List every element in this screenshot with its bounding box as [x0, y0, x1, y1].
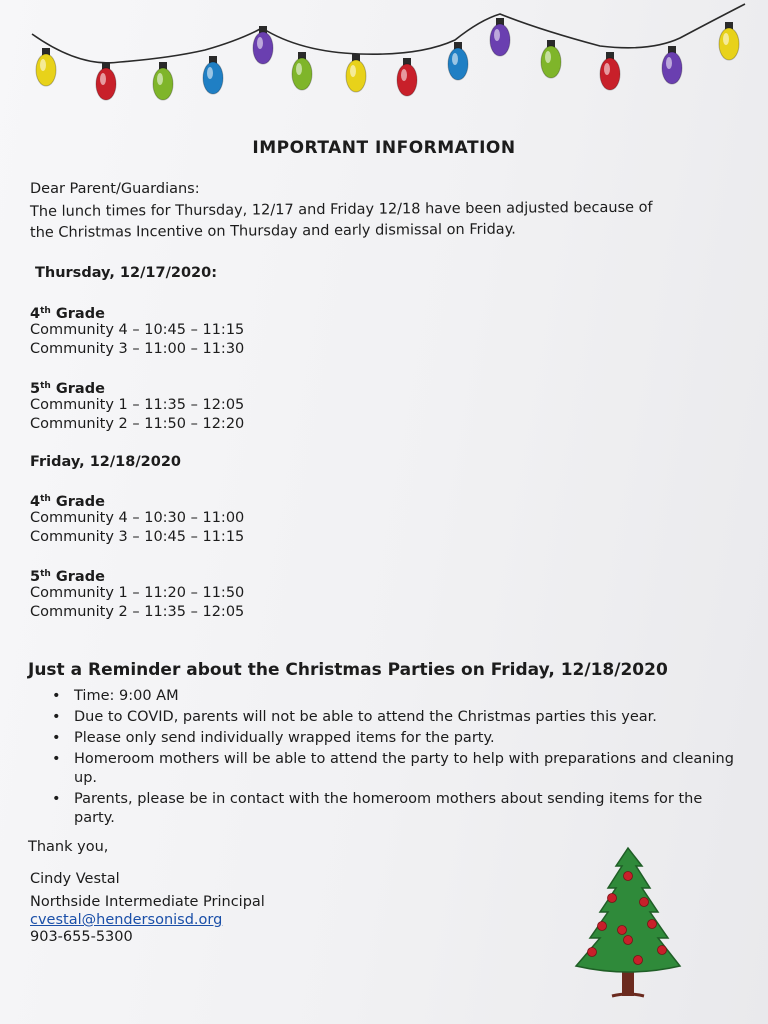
light-bulb-icon [719, 28, 739, 60]
reminder-heading: Just a Reminder about the Christmas Parties on Friday, 12/18/2020 [28, 660, 668, 680]
light-bulb-icon [541, 46, 561, 78]
light-bulb-icon [397, 64, 417, 96]
bulb-highlight [350, 65, 356, 77]
grade-heading: 5th Grade [30, 381, 105, 397]
grade-heading: 4th Grade [30, 494, 105, 510]
schedule-row: Community 1 – 11:35 – 12:05 [30, 397, 245, 413]
grade-heading: 4th Grade [30, 306, 105, 322]
list-item: • Please only send individually wrapped items for the party. [52, 729, 742, 748]
bulb-highlight [40, 59, 46, 71]
bulb-highlight [401, 69, 407, 81]
light-bulb-icon [292, 58, 312, 90]
bulb-highlight [494, 29, 500, 41]
day-heading-thursday: Thursday, 12/17/2020: [35, 265, 218, 281]
light-bulb-icon [448, 48, 468, 80]
page-title: IMPORTANT INFORMATION [252, 138, 516, 158]
bulb-highlight [257, 37, 263, 49]
closing: Thank you, [28, 839, 109, 855]
signature-role: Northside Intermediate Principal [30, 894, 265, 910]
light-bulb-icon [153, 68, 173, 100]
light-bulb-icon [662, 52, 682, 84]
christmas-tree-icon [572, 846, 684, 1004]
schedule-row: Community 2 – 11:50 – 12:20 [30, 416, 245, 432]
intro-line-1: The lunch times for Thursday, 12/17 and Friday 12/18 have been adjusted because of [29, 199, 653, 220]
list-item: • Due to COVID, parents will not be able to attend the Christmas parties this year. [52, 708, 742, 727]
schedule-row: Community 3 – 11:00 – 11:30 [30, 341, 245, 357]
schedule-row: Community 4 – 10:45 – 11:15 [30, 322, 245, 338]
list-item: • Homeroom mothers will be able to attend the party to help with preparations and cleaning up. [52, 750, 742, 788]
bulb-highlight [100, 73, 106, 85]
schedule-row: Community 3 – 10:45 – 11:15 [30, 529, 245, 545]
list-item: • Time: 9:00 AM [52, 687, 742, 706]
bulb-highlight [545, 51, 551, 63]
light-bulb-icon [203, 62, 223, 94]
bulb-highlight [723, 33, 729, 45]
reminder-list [52, 687, 742, 830]
email-link[interactable]: cvestal@hendersonisd.org [30, 912, 223, 928]
list-item: • Parents, please be in contact with the homeroom mothers about sending items for the party. [52, 790, 742, 828]
intro-line-2: the Christmas Incentive on Thursday and early dismissal on Friday. [29, 221, 516, 241]
greeting: Dear Parent/Guardians: [30, 181, 200, 197]
signature-phone: 903-655-5300 [30, 929, 133, 945]
light-bulb-icon [346, 60, 366, 92]
signature-name: Cindy Vestal [30, 871, 120, 887]
day-heading-friday: Friday, 12/18/2020 [30, 454, 182, 470]
string-lights-icon [0, 0, 768, 120]
grade-heading: 5th Grade [30, 569, 105, 585]
light-bulb-icon [600, 58, 620, 90]
bulb-highlight [666, 57, 672, 69]
schedule-row: Community 2 – 11:35 – 12:05 [30, 604, 245, 620]
bulb-highlight [296, 63, 302, 75]
bulb-highlight [604, 63, 610, 75]
bulb-highlight [207, 67, 213, 79]
bulb-highlight [452, 53, 458, 65]
light-bulb-icon [96, 68, 116, 100]
light-bulb-icon [253, 32, 273, 64]
schedule-row: Community 4 – 10:30 – 11:00 [30, 510, 245, 526]
schedule-row: Community 1 – 11:20 – 11:50 [30, 585, 245, 601]
bulb-highlight [157, 73, 163, 85]
light-bulb-icon [490, 24, 510, 56]
light-bulb-icon [36, 54, 56, 86]
